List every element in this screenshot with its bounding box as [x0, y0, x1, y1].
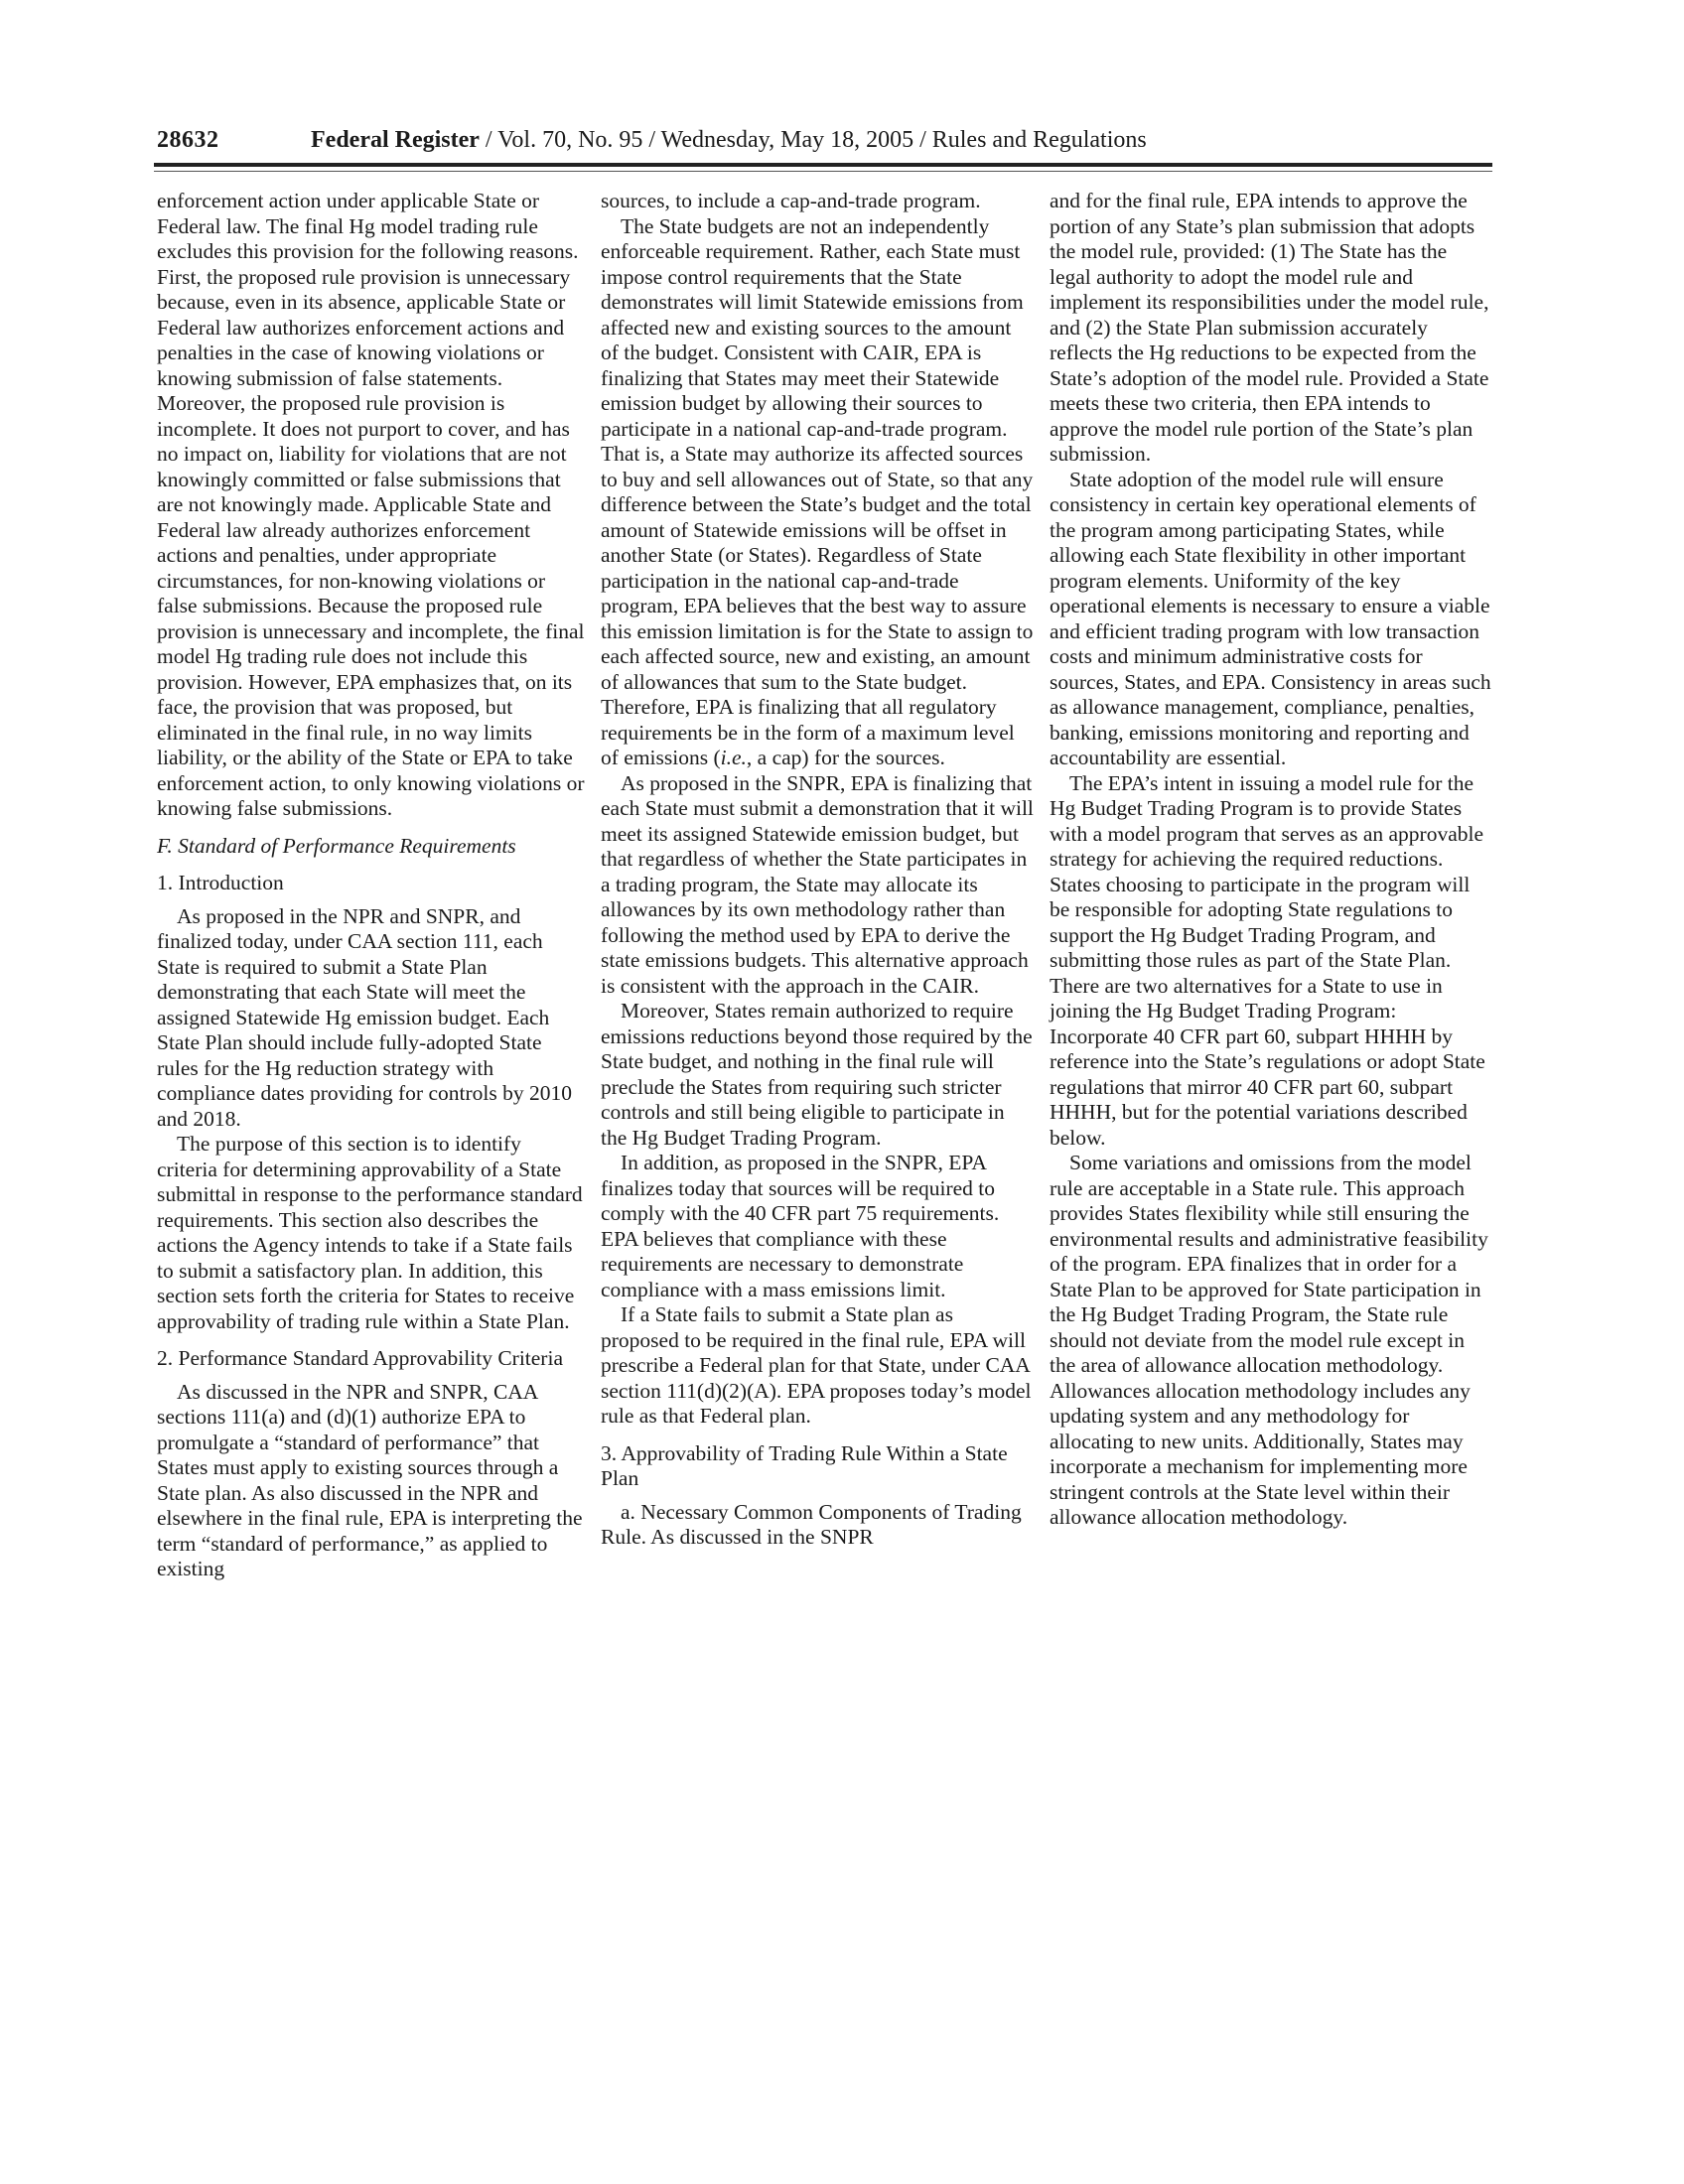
issue-info: / Vol. 70, No. 95 / Wednesday, May 18, 2005 / Rules and Regulations: [479, 127, 1147, 153]
italic-abbrev: i.e.: [720, 746, 747, 769]
column-1: [157, 189, 586, 1582]
paragraph: Some variations and omissions from the model rule are acceptable in a State rule. This approach provides States flexibility while still ensuring the environmental results and administrative feasibility of the program. EPA finalizes that in order for a State Plan to be approved for State participation in the Hg Budget Trading Program, the State rule should not deviate from the model rule except in the area of allowance allocation methodology. Allowances allocation methodology includes any updating system and any methodology for allocating to new units. Additionally, States may incorporate a mechanism for implementing more stringent controls at the State level within their allowance allocation methodology.: [1050, 1151, 1488, 1529]
journal-name: Federal Register: [311, 127, 480, 153]
page-header: [157, 125, 1492, 155]
subsection-heading-trading-rule: 3. Approvability of Trading Rule Within a State Plan: [601, 1440, 1008, 1490]
paragraph: enforcement action under applicable State or Federal law. The final Hg model trading rule excludes this provision for the following reasons. First, the proposed rule provision is unnecessary because, even in its absence, applicable State or Federal law authorizes enforcement actions and penalties in the case of knowing violations or knowing submission of false statements. Moreover, the proposed rule provision is incomplete. It does not purport to cover, and has no impact on, liability for violations that are not knowingly committed or false submissions that are not knowingly made. Applicable State and Federal law already authorizes enforcement actions and penalties, under appropriate circumstances, for non-knowing violations or false submissions. Because the proposed rule provision is unnecessary and incomplete, the final model Hg trading rule does not include this provision. However, EPA emphasizes that, on its face, the provision that was proposed, but eliminated in the final rule, in no way limits liability, or the ability of the State or EPA to take enforcement action, to only knowing violations or knowing false submissions.: [157, 189, 585, 820]
paragraph: The EPA’s intent in issuing a model rule for the Hg Budget Trading Program is to provide States with a model program that serves as an approvable strategy for achieving the required reductions. States choosing to participate in the program will be responsible for adopting State regulations to support the Hg Budget Trading Program, and submitting those rules as part of the State Plan. There are two alternatives for a State to use in joining the Hg Budget Trading Program: Incorporate 40 CFR part 60, subpart HHHH by reference into the State’s regulations or adopt State regulations that mirror 40 CFR part 60, subpart HHHH, but for the potential variations described below.: [1050, 770, 1485, 1150]
paragraph: As discussed in the NPR and SNPR, CAA sections 111(a) and (d)(1) authorize EPA to promulgate a “standard of performance” that States must apply to existing sources through a State plan. As also discussed in the NPR and elsewhere in the final rule, EPA is interpreting the term “standard of performance,” as applied to existing: [157, 1379, 583, 1580]
page-number: 28632: [157, 127, 219, 153]
paragraph: The purpose of this section is to identify criteria for determining approvability of a State submittal in response to the performance standard requirements. This section also describes the actions the Agency intends to take if a State fails to submit a satisfactory plan. In addition, this section sets forth the criteria for States to receive approvability of trading rule within a State Plan.: [157, 1132, 583, 1333]
column-3: [1050, 189, 1492, 1531]
paragraph: sources, to include a cap-and-trade program.: [601, 189, 981, 212]
header-rule-thick: [154, 163, 1492, 167]
paragraph: In addition, as proposed in the SNPR, EPA finalizes today that sources will be required to comply with the 40 CFR part 75 requirements. EPA believes that compliance with these requirements are necessary to demonstrate compliance with a mass emissions limit.: [601, 1151, 1000, 1301]
paragraph: As proposed in the SNPR, EPA is finalizing that each State must submit a demonstration that it will meet its assigned Statewide emission budget, but that regardless of whether the State participates in a trading program, the State may allocate its allowances by its own methodology rather than following the method used by EPA to derive the state emissions budgets. This alternative approach is consistent with the approach in the CAIR.: [601, 770, 1034, 998]
paragraph: Moreover, States remain authorized to require emissions reductions beyond those required by the State budget, and nothing in the final rule will preclude the States from requiring such stricter controls and still being eligible to participate in the Hg Budget Trading Program.: [601, 999, 1033, 1150]
header-rule-thin: [154, 171, 1492, 172]
text-run: , a cap) for the sources.: [746, 746, 945, 769]
paragraph: and for the final rule, EPA intends to approve the portion of any State’s plan submission that adopts the model rule, provided: (1) The State has the legal authority to adopt the model rule and implement its responsibilities under the model rule, and (2) the State Plan submission accurately reflects the Hg reductions to be expected from the State’s adoption of the model rule. Provided a State meets these two criteria, then EPA intends to approve the model rule portion of the State’s plan submission.: [1050, 189, 1489, 466]
text-run: The State budgets are not an independently enforceable requirement. Rather, each State must impose control requirements that the State demonstrates will limit Statewide emissions from affected new and existing sources to the amount of the budget. Consistent with CAIR, EPA is finalizing that States may meet their Statewide emission budget by allowing their sources to participate in a national cap-and-trade program. That is, a State may authorize its affected sources to buy and sell allowances out of State, so that any difference between the State’s budget and the total amount of Statewide emissions will be offset in another State (or States). Regardless of State participation in the national cap-and-trade program, EPA believes that the best way to assure this emission limitation is for the State to assign to each affected source, new and existing, an amount of allowances that sum to the State budget. Therefore, EPA is finalizing that all regulatory requirements be in the form of a maximum level of emissions (: [601, 213, 1034, 769]
paragraph: As proposed in the NPR and SNPR, and finalized today, under CAA section 111, each State is required to submit a State Plan demonstrating that each State will meet the assigned Statewide Hg emission budget. Each State Plan should include fully-adopted State rules for the Hg reduction strategy with compliance dates providing for controls by 2010 and 2018.: [157, 903, 572, 1131]
subsection-heading-approvability-criteria: 2. Performance Standard Approvability Criteria: [157, 1346, 563, 1370]
running-title: [311, 125, 1147, 155]
section-heading-f: F. Standard of Performance Requirements: [157, 833, 516, 858]
paragraph: a. Necessary Common Components of Trading Rule. As discussed in the SNPR: [601, 1499, 1022, 1549]
paragraph: State adoption of the model rule will ensure consistency in certain key operational elements of the program among participating States, while allowing each State flexibility in other important program elements. Uniformity of the key operational elements is necessary to ensure a viable and efficient trading program with low transaction costs and minimum administrative costs for sources, States, and EPA. Consistency in areas such as allowance management, compliance, penalties, banking, emissions monitoring and reporting and accountability are essential.: [1050, 467, 1491, 769]
paragraph: If a State fails to submit a State plan as proposed to be required in the final rule, EPA will prescribe a Federal plan for that State, under CAA section 111(d)(2)(A). EPA proposes today’s model rule as that Federal plan.: [601, 1302, 1032, 1428]
subsection-heading-introduction: 1. Introduction: [157, 871, 284, 894]
paragraph: [601, 214, 1034, 771]
column-2: [601, 189, 1034, 1551]
